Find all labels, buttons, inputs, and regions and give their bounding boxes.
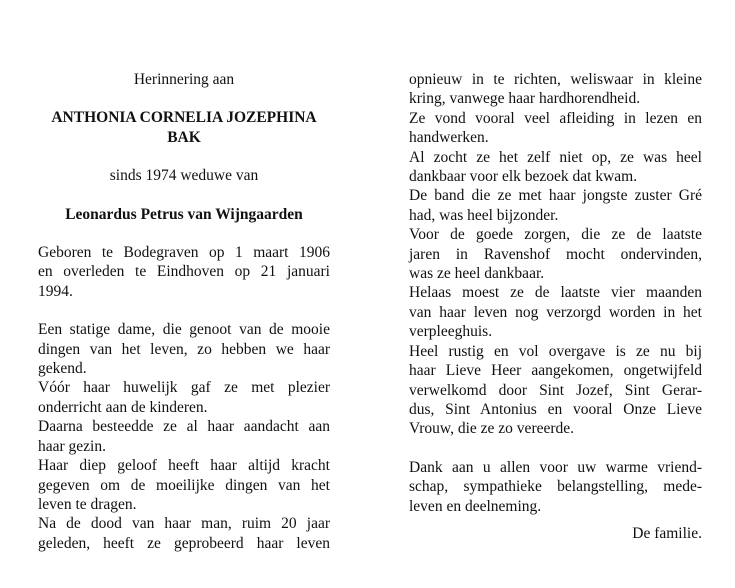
text-line: Helaas moest ze de laatste vier maanden (409, 284, 702, 302)
text-line: gegeven om de moeilijke dingen van het (38, 476, 330, 494)
text-line: handwerken. (409, 129, 489, 147)
text-line: leven te dragen. (38, 495, 137, 513)
text-line: De band die ze met haar jongste zuster Gré (409, 187, 702, 205)
right-column (409, 70, 702, 516)
text-line: haar Lieve Heer aangekomen, ongetwijfeld (409, 362, 702, 380)
paragraph (38, 456, 330, 514)
text-line: Daarna besteedde ze al haar aandacht aan (38, 418, 330, 436)
text-line: leven en deelneming. (409, 497, 542, 515)
husband-name: Leonardus Petrus van Wijngaarden (65, 205, 303, 223)
thanks-paragraph (409, 458, 702, 516)
birth-death-line: 1994. (38, 282, 73, 300)
text-line: Een statige dame, die genoot van de mooie (38, 321, 330, 339)
text-line: jaren in Ravenshof mocht ondervinden, (409, 245, 702, 263)
text-line: kring, vanwege haar hardhorendheid. (409, 90, 641, 108)
text-line: dingen van het leven, zo hebben we haar (38, 340, 330, 358)
text-line: dus, Sint Antonius en vooral Onze Lieve (409, 400, 702, 418)
birth-death-line: Geboren te Bodegraven op 1 maart 1906 (38, 244, 330, 262)
text-line: had, was heel bijzonder. (409, 206, 559, 224)
deceased-name-line2: BAK (167, 128, 201, 146)
text-line: van haar leven nog verzorgd worden in het (409, 303, 702, 321)
paragraph (409, 70, 702, 109)
text-line: Vrouw, die ze zo vereerde. (409, 420, 575, 438)
text-line: Haar diep geloof heeft haar altijd kracht (38, 457, 330, 475)
text-line: Ze vond vooral veel afleiding in lezen en (409, 109, 702, 127)
text-line: onderricht aan de kinderen. (38, 398, 208, 416)
left-column (38, 70, 330, 553)
birth-death-line: en overleden te Eindhoven op 21 januari (38, 263, 330, 281)
paragraph-spacer (409, 439, 702, 458)
birth-death-paragraph (38, 243, 330, 301)
paragraph (409, 225, 702, 283)
text-line: Al zocht ze het zelf niet op, ze was heel (409, 148, 702, 166)
text-line: Vóór haar huwelijk gaf ze met plezier (38, 379, 330, 397)
text-line: schap, sympathieke belangstelling, mede- (409, 478, 702, 496)
text-line: verpleeghuis. (409, 323, 493, 341)
paragraph (409, 342, 702, 439)
text-line: verwelkomd door Sint Jozef, Sint Gerar- (409, 381, 702, 399)
text-line: dankbaar voor elk bezoek dat kwam. (409, 168, 638, 186)
paragraph (409, 186, 702, 225)
family-signature: De familie. (632, 525, 702, 542)
paragraph (38, 514, 330, 553)
paragraph (409, 109, 702, 148)
text-line: Heel rustig en vol overgave is ze nu bij (409, 342, 702, 360)
text-line: haar gezin. (38, 437, 106, 455)
widow-since-text: sinds 1974 weduwe van (109, 167, 259, 185)
paragraph (409, 148, 702, 187)
intro-text: Herinnering aan (133, 71, 235, 88)
text-line: Dank aan u allen voor uw warme vriend- (409, 458, 702, 476)
text-line: was ze heel dankbaar. (409, 265, 545, 283)
text-line: opnieuw in te richten, weliswaar in kleine (409, 71, 702, 88)
text-line: geleden, heeft ze geprobeerd haar leven (38, 534, 330, 552)
paragraph (409, 283, 702, 341)
text-line: Voor de goede zorgen, die ze de laatste (409, 226, 702, 244)
text-line: gekend. (38, 360, 87, 378)
paragraph (38, 417, 330, 456)
paragraph-spacer (38, 301, 330, 320)
text-line: Na de dood van haar man, ruim 20 jaar (38, 515, 330, 533)
paragraph (38, 378, 330, 417)
deceased-name-line1: ANTHONIA CORNELIA JOZEPHINA (51, 109, 317, 127)
paragraph (38, 320, 330, 378)
